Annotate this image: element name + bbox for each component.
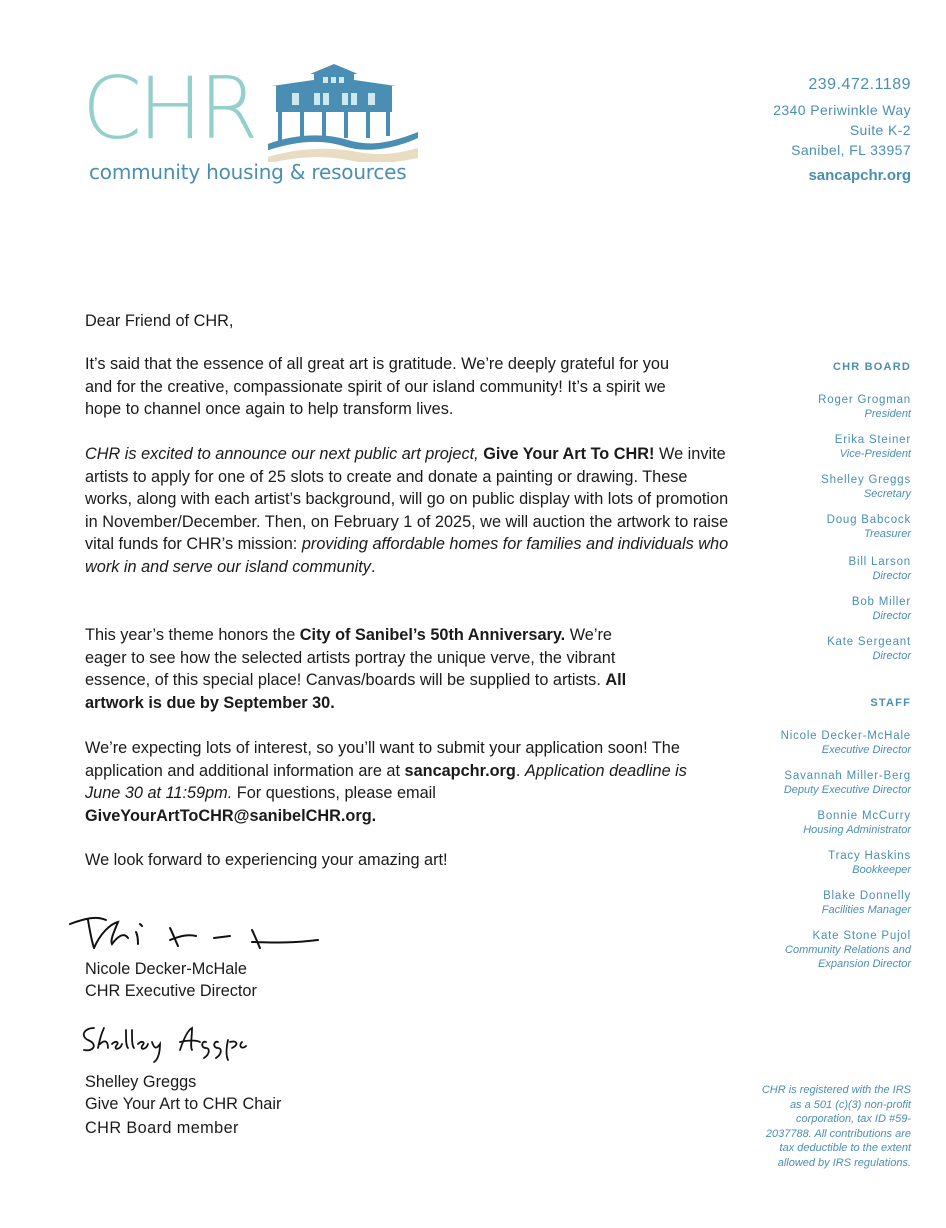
staff-member-name: Blake Donnelly <box>823 890 911 902</box>
signer-2-name: Shelley Greggs <box>85 1073 197 1091</box>
board-member <box>711 513 911 555</box>
contact-email[interactable]: GiveYourArtToCHR@sanibelCHR.org. <box>85 806 377 825</box>
staff-member-name: Nicole Decker-McHale <box>780 730 911 742</box>
project-title: Give Your Art To CHR! <box>483 445 655 463</box>
staff-member-name: Tracy Haskins <box>828 850 911 862</box>
board-member <box>711 635 911 675</box>
board-member <box>711 473 911 513</box>
board-member-name: Kate Sergeant <box>827 636 911 648</box>
due-date: All artwork is due by September 30. <box>85 671 627 712</box>
sidebar <box>711 361 911 373</box>
board-member-role: President <box>864 408 911 420</box>
address <box>773 100 911 160</box>
board-member-name: Doug Babcock <box>826 514 911 526</box>
staff-member-role: Community Relations and <box>785 944 911 956</box>
signer-1 <box>85 958 257 1002</box>
address-line-1: 2340 Periwinkle Way <box>773 102 911 118</box>
staff-member <box>691 849 911 889</box>
mission-statement: providing affordable homes for families and individuals who work in and serve our island community <box>85 535 729 576</box>
staff-member <box>691 889 911 929</box>
signer-2-title-2: CHR Board member <box>85 1119 239 1137</box>
signer-1-name: Nicole Decker-McHale <box>85 960 247 978</box>
paragraph-2 <box>85 443 730 578</box>
chr-logo <box>82 59 422 192</box>
p3-body: We’re eager to see how the selected artists portray the unique verve, the vibrant essence, of this special place! Canvas/boards will be supplied to artists. <box>85 626 616 689</box>
p4-info: The application and additional information are at <box>85 739 680 780</box>
greeting: Dear Friend of CHR, <box>85 312 234 330</box>
staff-member-name: Kate Stone Pujol <box>812 930 911 942</box>
p2-body: We invite artists to apply for one of 25 slots to create and donate a painting or drawing. These works, along with each artist’s background, will go on public display with lots of promotion in November/December. Then, on February 1 of 2025, we will auction the artwork to raise vital funds for CHR’s mission: <box>85 445 729 553</box>
staff-heading: STAFF <box>870 697 911 709</box>
board-list <box>711 393 911 675</box>
staff-member <box>691 809 911 849</box>
staff-member <box>691 929 911 971</box>
p3-intro: This year’s theme honors the <box>85 626 296 644</box>
logo-letters: CHR <box>82 59 255 159</box>
closing: We look forward to experiencing your amazing art! <box>85 851 448 869</box>
board-member <box>711 595 911 635</box>
staff-list <box>691 729 911 971</box>
board-member-role: Vice-President <box>839 448 911 460</box>
board-member-name: Bill Larson <box>848 556 911 568</box>
board-member-role: Secretary <box>863 488 911 500</box>
signer-1-title: CHR Executive Director <box>85 982 257 1000</box>
contact-block <box>773 76 911 184</box>
paragraph-3 <box>85 624 653 714</box>
phone-number: 239.472.1189 <box>808 76 911 93</box>
board-member-role: Director <box>872 610 911 622</box>
signature-nicole <box>66 910 326 960</box>
theme: City of Sanibel’s 50th Anniversary. <box>299 626 566 644</box>
board-member-role: Director <box>872 570 911 582</box>
house-on-stilts-icon <box>268 62 418 162</box>
staff-member <box>691 729 911 769</box>
address-line-2: Suite K-2 <box>849 122 911 138</box>
application-deadline: Application deadline is June 30 at 11:59pm. <box>85 761 687 802</box>
board-member-name: Roger Grogman <box>818 394 911 406</box>
paragraph-4 <box>85 737 725 827</box>
board-member-name: Bob Miller <box>851 596 911 608</box>
board-member <box>711 555 911 595</box>
p2-intro: CHR is excited to announce our next public art project, <box>85 445 479 463</box>
staff-member-role: Executive Director <box>821 744 911 756</box>
tax-note: CHR is registered with the IRS as a 501 (c)(3) non-profit corporation, tax ID #59-2037788. All contributions are tax deductible to the extent allowed by IRS regulations. <box>761 1084 911 1169</box>
staff-member-name: Bonnie McCurry <box>817 810 911 822</box>
paragraph-1: It’s said that the essence of all great art is gratitude. We’re deeply grateful for you and for the creative, compassionate spirit of our island community! It’s a spirit we hope to channel once again to help transform lives. <box>85 355 670 418</box>
staff-member-role-2: Expansion Director <box>818 958 911 970</box>
signer-2 <box>85 1071 281 1139</box>
board-member <box>711 393 911 433</box>
signer-2-title: Give Your Art to CHR Chair <box>85 1095 282 1113</box>
signature-shelley <box>76 1018 256 1068</box>
address-line-3: Sanibel, FL 33957 <box>791 142 911 158</box>
logo-tagline: community housing & resources <box>89 160 407 184</box>
staff-member-role: Deputy Executive Director <box>783 784 911 796</box>
staff-member <box>691 769 911 809</box>
staff-member-role: Facilities Manager <box>821 904 911 916</box>
p4-line-1: We’re expecting lots of interest, so you’ll want to submit your application soon! <box>85 739 648 757</box>
staff-member-name: Savannah Miller-Berg <box>784 770 911 782</box>
staff-member-role: Housing Administrator <box>803 824 911 836</box>
board-member-name: Shelley Greggs <box>821 474 911 486</box>
board-member-role: Director <box>872 650 911 662</box>
website-link[interactable]: sancapchr.org <box>808 167 911 184</box>
board-member-role: Treasurer <box>864 528 911 540</box>
p4-questions: For questions, please email <box>236 784 436 802</box>
board-heading: CHR BOARD <box>832 361 911 373</box>
board-member-name: Erika Steiner <box>834 434 911 446</box>
p2-end: . <box>370 557 376 576</box>
website-mention[interactable]: sancapchr.org <box>404 761 516 780</box>
staff-member-role: Bookkeeper <box>852 864 911 876</box>
board-member <box>711 433 911 473</box>
p4-period: . <box>515 761 521 780</box>
